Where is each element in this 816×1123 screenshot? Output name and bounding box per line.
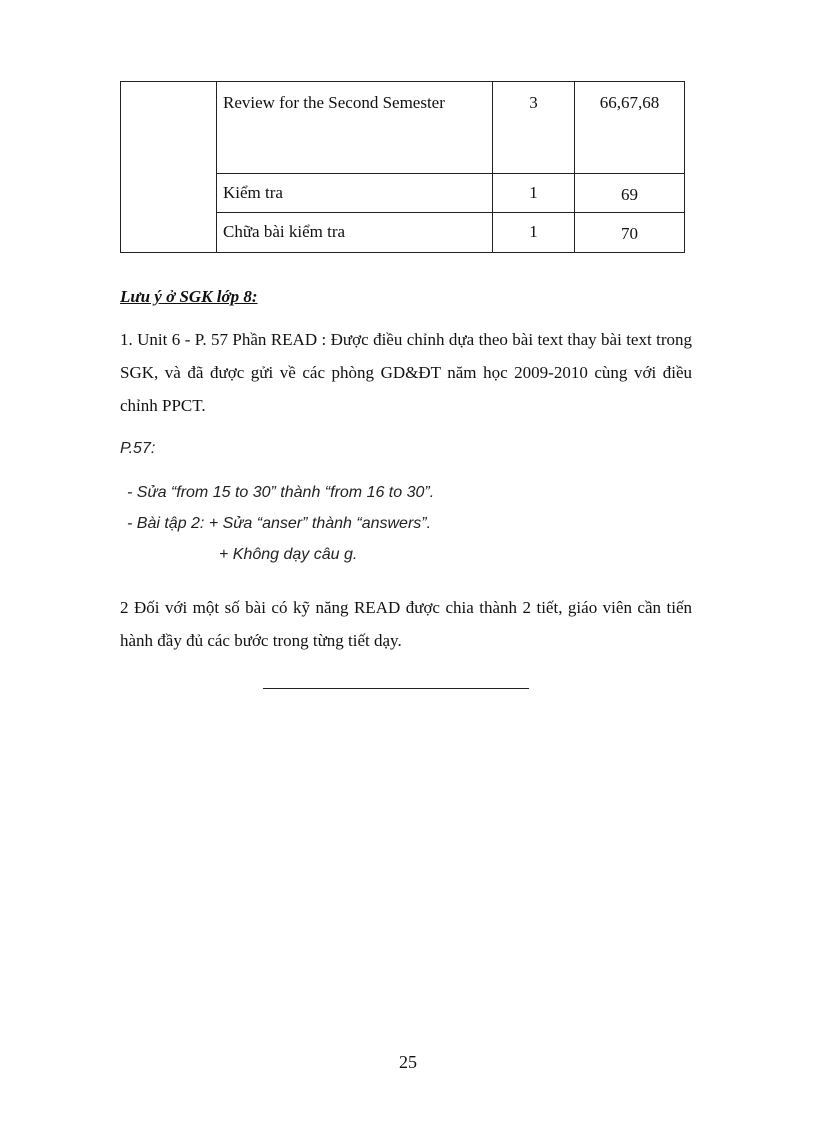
- lessons-cell: 66,67,68: [575, 82, 685, 174]
- periods-cell: 1: [493, 213, 575, 253]
- correction-line-2: - Bài tập 2: + Sửa “anser” thành “answers”.: [127, 515, 432, 532]
- notes-heading: Lưu ý ở SGK lớp 8:: [120, 287, 258, 306]
- correction-line-1: - Sửa “from 15 to 30” thành “from 16 to 30”.: [127, 484, 435, 501]
- page-number: 25: [399, 1052, 417, 1072]
- content-cell: Kiểm tra: [217, 174, 493, 213]
- note-item-2: 2 Đối với một số bài có kỹ năng READ được chia thành 2 tiết, giáo viên cần tiến hành đầy đủ các bước trong từng tiết dạy.: [120, 598, 692, 650]
- lessons-cell: 70: [575, 213, 685, 253]
- lessons-cell: 69: [575, 174, 685, 213]
- note-item-1: 1. Unit 6 - P. 57 Phần READ : Được điều chỉnh dựa theo bài text thay bài text trong SGK, và đã được gửi về các phòng GD&ĐT năm học 2009-2010 cùng với điều chỉnh PPCT.: [120, 330, 692, 415]
- unit-cell: [121, 82, 217, 253]
- page-reference: P.57:: [120, 440, 156, 457]
- content-cell: Chữa bài kiểm tra: [217, 213, 493, 253]
- periods-cell: 1: [493, 174, 575, 213]
- section-divider: [263, 688, 529, 689]
- content-cell: Review for the Second Semester: [217, 82, 493, 174]
- curriculum-table: [120, 81, 685, 253]
- table-row: [121, 82, 685, 174]
- correction-line-3: + Không dạy câu g.: [219, 546, 358, 563]
- periods-cell: 3: [493, 82, 575, 174]
